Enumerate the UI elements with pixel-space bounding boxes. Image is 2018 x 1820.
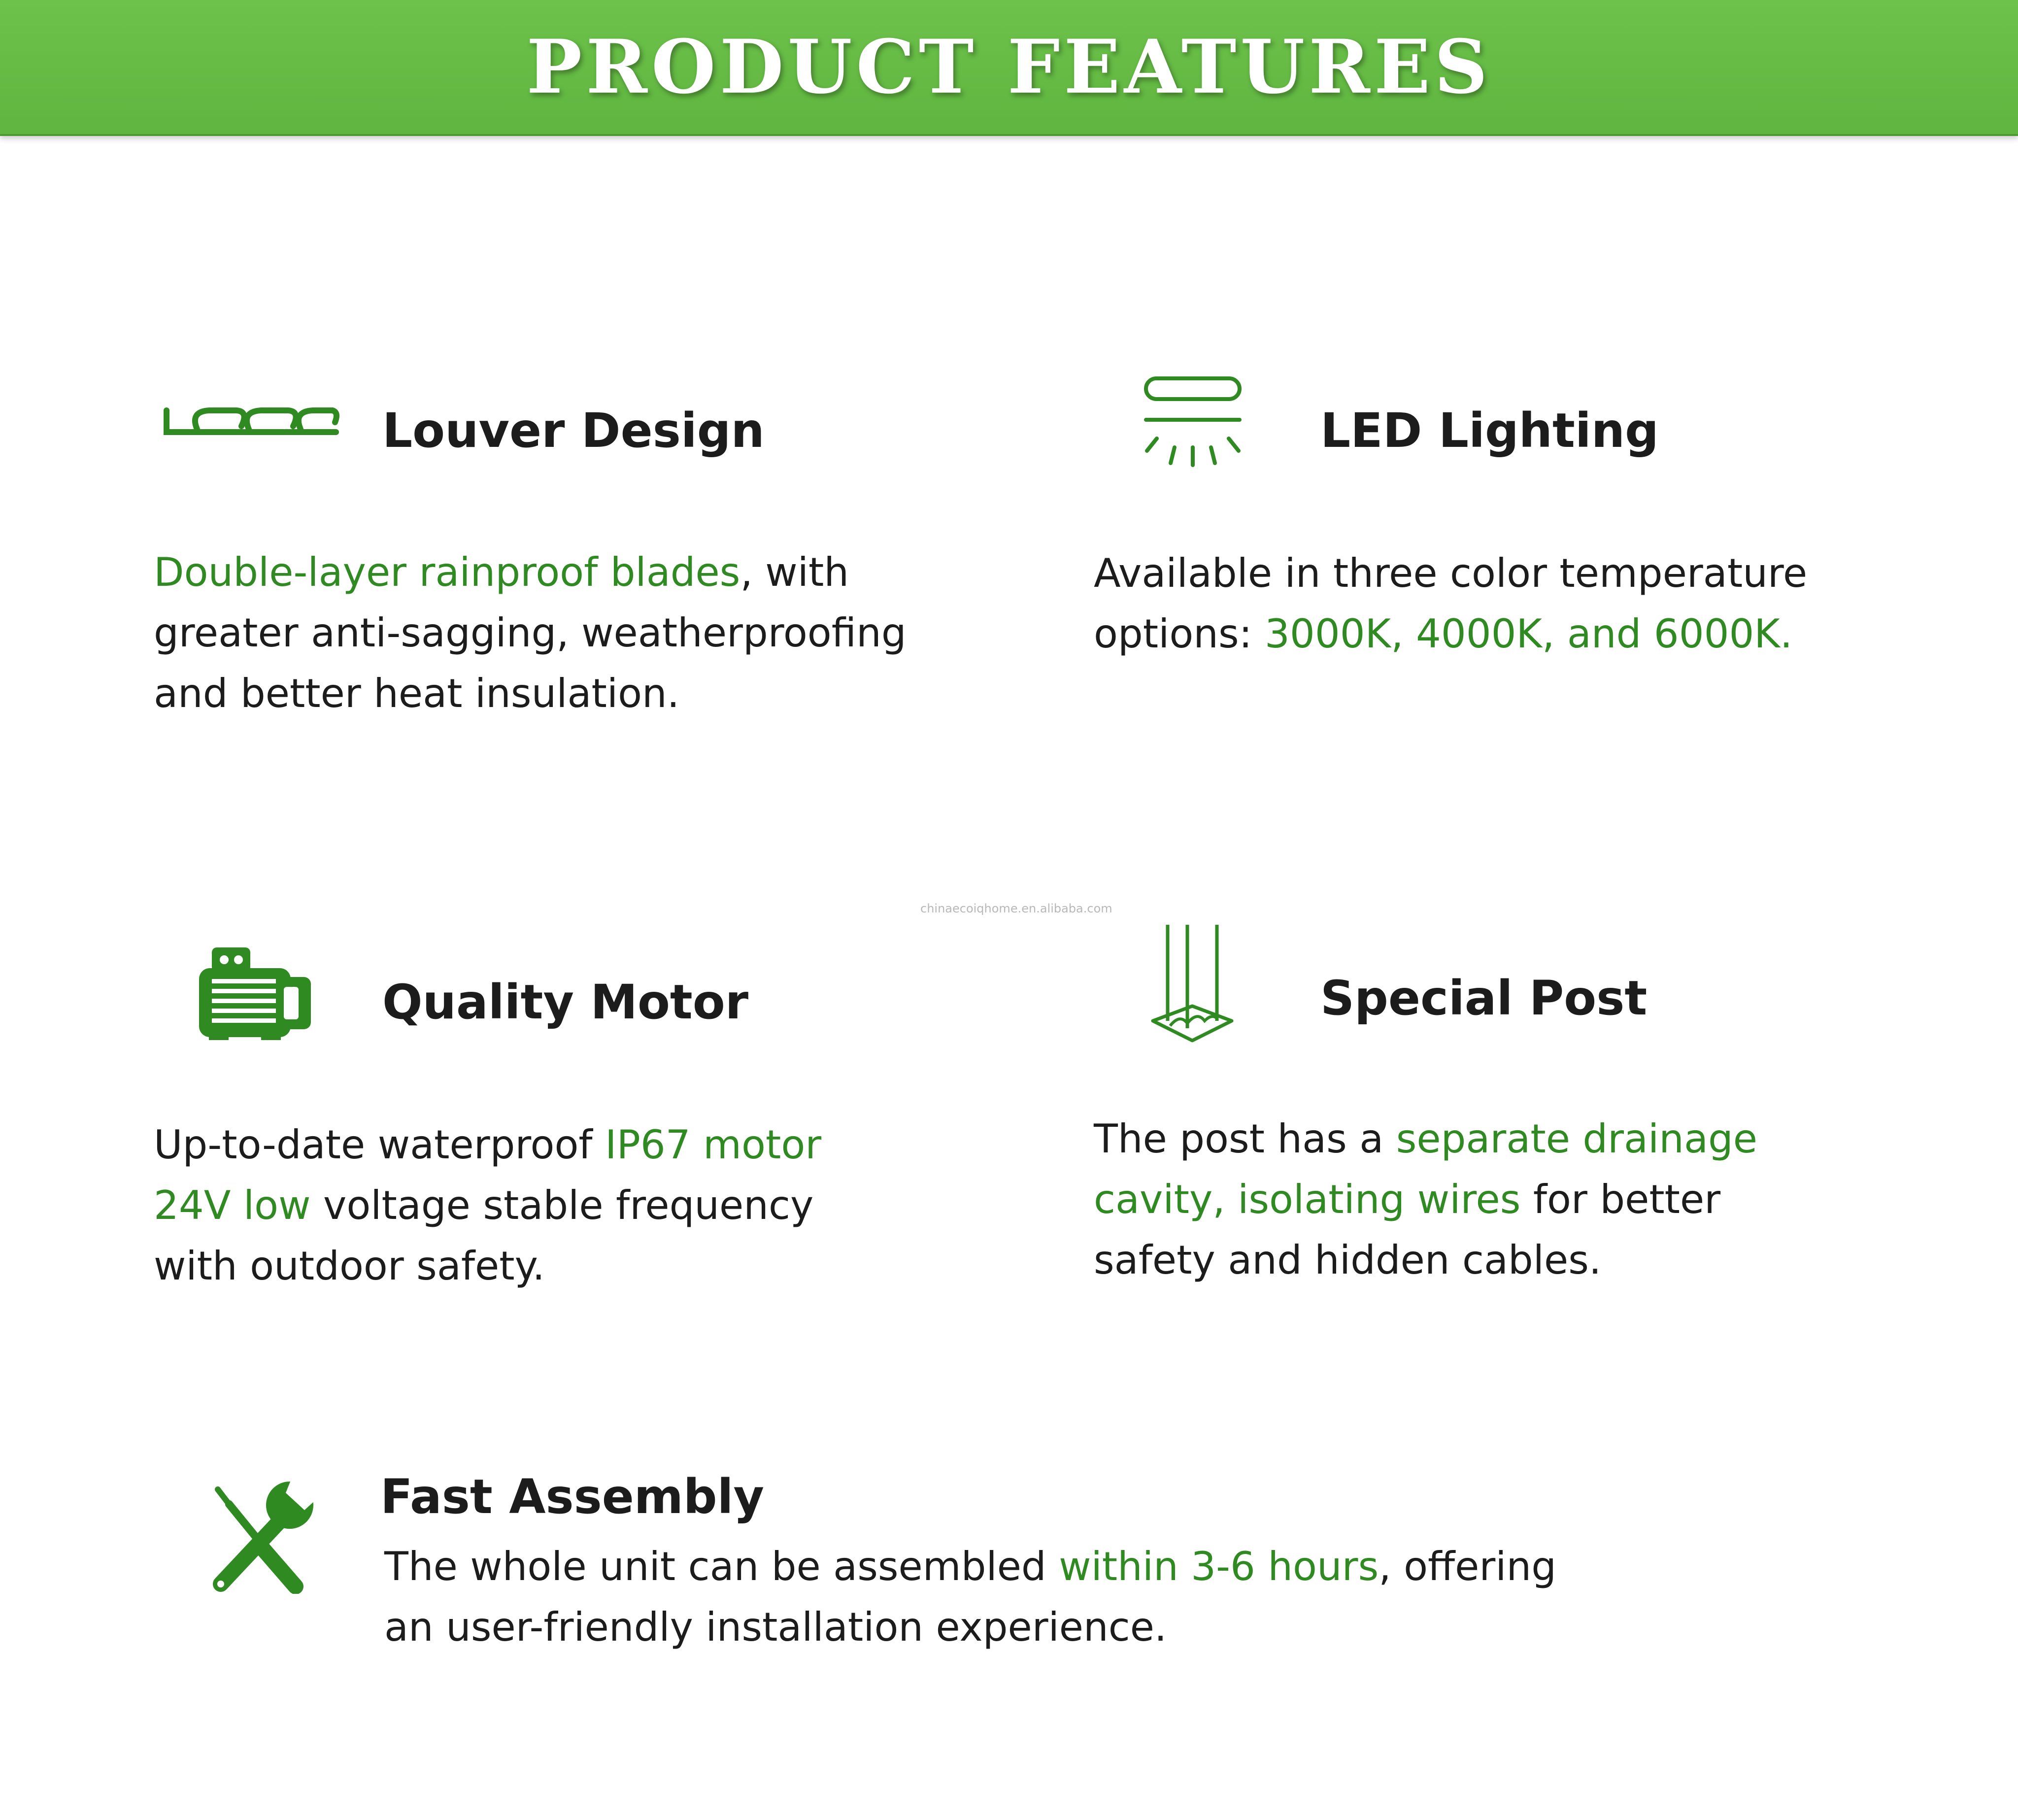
feature-desc-louver-design: Double-layer rainproof blades, with greater anti-sagging, weatherproofing and better heat insulation. <box>154 549 907 716</box>
feature-desc-fast-assembly: The whole unit can be assembled within 3-6 hours, offering an user-friendly installation experience. <box>384 1544 1556 1650</box>
feature-desc-quality-motor: Up-to-date waterproof IP67 motor 24V low voltage stable frequency with outdoor safety. <box>154 1122 822 1289</box>
feature-title-led-lighting: LED Lighting <box>1320 403 1659 458</box>
post-icon <box>1150 922 1237 1045</box>
wrench-screwdriver-icon <box>207 1481 315 1594</box>
louver-icon <box>163 402 340 441</box>
page-title: PRODUCT FEATURES <box>526 24 1492 110</box>
feature-title-quality-motor: Quality Motor <box>382 975 749 1030</box>
header-banner <box>0 0 2018 136</box>
feature-title-louver-design: Louver Design <box>382 403 765 458</box>
watermark: chinaecoiqhome.en.alibaba.com <box>920 902 1112 915</box>
led-light-icon <box>1133 374 1251 473</box>
feature-desc-special-post: The post has a separate drainage cavity, isolating wires for better safety and hidden cables. <box>1094 1116 1757 1283</box>
feature-title-special-post: Special Post <box>1320 971 1648 1026</box>
feature-title-fast-assembly: Fast Assembly <box>380 1469 765 1524</box>
feature-desc-led-lighting: Available in three color temperature options: 3000K, 4000K, and 6000K. <box>1094 550 1808 657</box>
motor-icon <box>197 944 313 1042</box>
